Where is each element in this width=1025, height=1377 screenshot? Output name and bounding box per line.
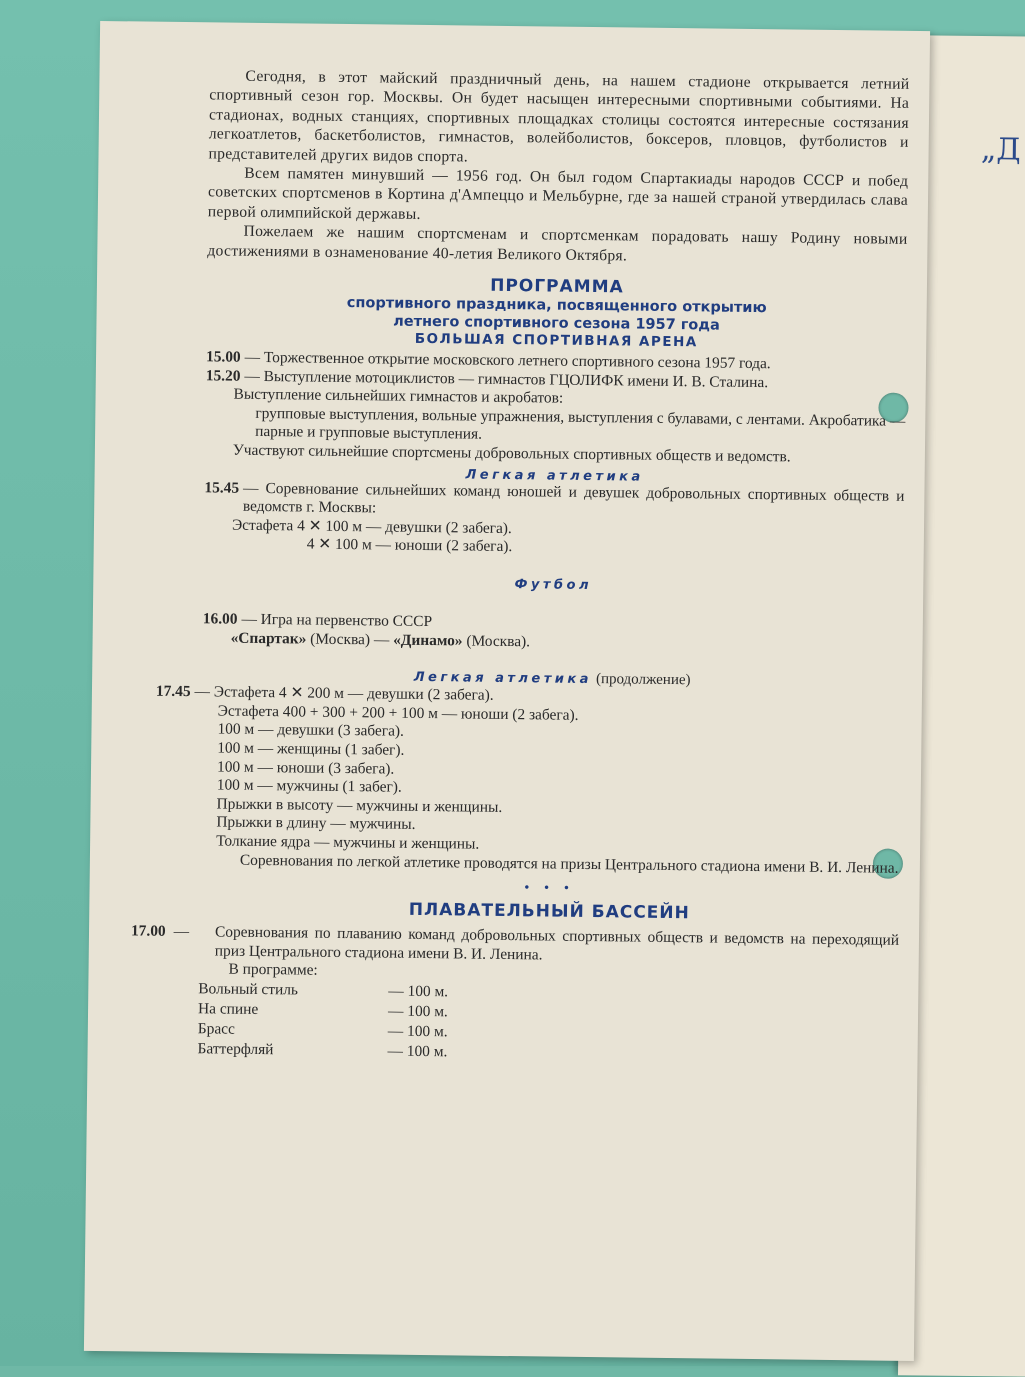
intro-paragraph-1: Сегодня, в этот майский праздничный день, на нашем стадионе открывается летний спортивный сезон гор. Москвы. Он будет насыщен интересными спортивными событиями. На стадионах, водных станциях, спортивных площадках столицы состоятся интересные состязания легкоатлетов, баскетболистов, гимнастов, волейболистов, боксеров, пловцов, футболистов и представителей других видов спорта. [208,67,910,166]
event-line: Прыжки в высоту — мужчины и женщины. [216,795,503,816]
time-label: 17.45 [155,682,191,701]
pool-event-distance: — 100 м. [388,982,449,1001]
athletics-note: Соревнования по легкой атлетике проводятся на призы Центрального стадиона имени В. И. Ленина. [239,851,899,877]
team-name: «Спартак» [230,629,307,648]
adjacent-page-text: „Д [980,132,1021,168]
event-line: 100 м — девушки (3 забега). [217,720,405,741]
event-line: 100 м — мужчины (1 забег). [216,776,402,796]
program-page [84,21,930,1361]
pool-program-label: В программе: [228,960,318,980]
intro-text [207,66,909,269]
relay-line: Эстафета 4 ✕ 100 м — девушки (2 забега). [231,516,512,537]
page-content [130,66,910,1067]
gymnastics-line: групповые выступления, вольные упражнения, выступления с булавами, с лентами. Акробатика — парные и групповые выступления. [255,404,906,444]
pool-heading: ПЛАВАТЕЛЬНЫЙ БАССЕЙН [408,899,690,924]
pool-event-name: Баттерфляй [197,1040,274,1059]
program-subtitle-1: спортивного праздника, посвященного открытию [346,295,767,317]
time-label: 15.45 [204,478,240,497]
intro-paragraph-2: Всем памятен минувший — 1956 год. Он был годом Спартакиады народов СССР и побед советских спортсменов в Кортина д'Ампеццо и Мельбурне, где за нашей страной утвердилась слава первой олимпийской державы. [207,164,909,223]
event-text: Соревнования по плаванию команд добровольных спортивных обществ и ведомств на переходящий приз Центрального стадиона имени В. И. Ленина. [214,923,900,964]
pool-event-name: Брасс [197,1020,235,1038]
event-text: — Эстафета 4 ✕ 200 м — девушки (2 забега). [194,683,494,705]
time-label: 15.20 [205,366,241,385]
pool-event-distance: — 100 м. [387,1022,448,1041]
arena-heading: БОЛЬШАЯ СПОРТИВНАЯ АРЕНА [414,330,698,351]
event-text: — Игра на первенство СССР [241,610,433,631]
arena-schedule [205,348,906,468]
event-line: Прыжки в длину — мужчины. [216,813,416,834]
pool-event-distance: — 100 м. [387,1002,448,1021]
event-text: — Соревнование сильнейших команд юношей и девушек добровольных спортивных обществ и ведомств г. Москвы: [242,479,905,517]
athletics2-heading: Легкая атлетика [413,670,593,688]
time-label: 16.00 [202,610,238,628]
team-city: (Москва). [466,632,531,650]
time-label: 15.00 [205,348,241,366]
program-title: ПРОГРАММА [490,275,624,298]
pool-event-name: Вольный стиль [198,980,299,999]
event-line: 100 м — юноши (3 забега). [216,758,395,778]
event-text: — Выступление мотоциклистов — гимнастов ГЦОЛИФК имени И. В. Сталина. [244,367,769,391]
relay-line: 4 ✕ 100 м — юноши (2 забега). [306,535,513,556]
event-text: — Торжественное открытие московского летнего спортивного сезона 1957 года. [244,348,771,373]
time-dash: — [173,923,190,941]
time-label: 17.00 [130,922,166,940]
team-name: «Динамо» [393,631,463,650]
separator-dots: • • • [524,879,575,895]
intro-paragraph-3: Пожелаем же нашим спортсменам и спортсменкам порадовать нашу Родину новыми достижениями в ознаменование 40-летия Великого Октября. [207,222,908,265]
athletics2-note: (продолжение) [595,671,691,689]
pool-event-distance: — 100 м. [387,1042,448,1061]
program-subtitle-2: летнего спортивного сезона 1957 года [393,313,720,334]
pool-event-name: На спине [197,1000,259,1018]
gymnastics-line: Участвуют сильнейшие спортсмены добровольных спортивных обществ и ведомств. [232,441,791,466]
team-city: (Москва) — [310,630,390,649]
event-line: Эстафета 400 + 300 + 200 + 100 м — юноши (2 забега). [217,702,579,724]
athletics-heading: Легкая атлетика [465,467,644,485]
football-heading: Футбол [514,577,593,594]
event-line: 100 м — женщины (1 забег). [217,739,405,759]
event-line: Толкание ядра — мужчины и женщины. [216,832,480,853]
gymnastics-line: Выступление сильнейших гимнастов и акробатов: [233,385,564,407]
